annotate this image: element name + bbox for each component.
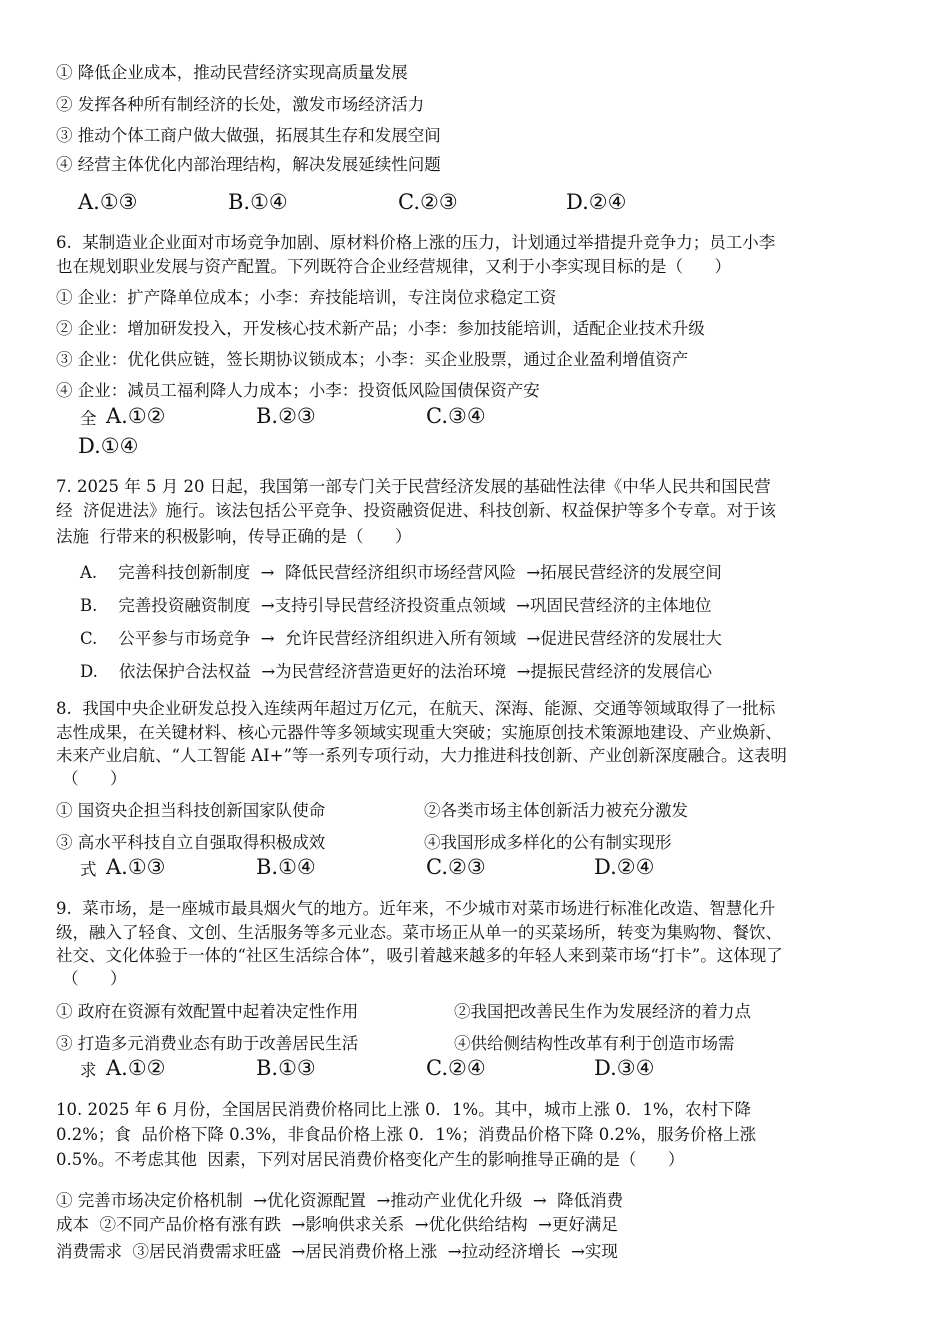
q10-stem-line-1: 10. 2025 年 6 月份，全国居民消费价格同比上涨 0．1%。其中，城市上涨 0．1%，农村下降 bbox=[56, 1100, 752, 1119]
q9-stem-line-4: （ ） bbox=[62, 969, 127, 988]
q9-stem-line-2: 级，融入了轻食、文创、生活服务等多元业态。菜市场正从单一的买菜场所，转变为集购物、餐饮、 bbox=[56, 923, 782, 942]
q8-stem-line-1: 8. 我国中央企业研发总投入连续两年超过万亿元，在航天、深海、能源、交通等领域取得了一批标 bbox=[56, 699, 776, 718]
q9-statement-2: ②我国把改善民生作为发展经济的着力点 bbox=[454, 1002, 751, 1021]
q7-stem-line-3: 法施 行带来的积极影响，传导正确的是（ ） bbox=[56, 527, 412, 546]
q10-statement-line-3: 消费需求 ③居民消费需求旺盛 →居民消费价格上涨 →拉动经济增长 →实现 bbox=[56, 1242, 618, 1261]
q5-option-b[interactable]: B.①④ bbox=[228, 190, 288, 214]
q8-option-a[interactable]: A.①③ bbox=[106, 855, 166, 879]
q8-option-b[interactable]: B.①④ bbox=[256, 855, 316, 879]
q8-statement-2: ②各类市场主体创新活力被充分激发 bbox=[424, 801, 688, 820]
q10-stem-line-2: 0.2%；食 品价格下降 0.3%，非食品价格上涨 0．1%；消费品价格下降 0.2%，服务价格上涨 bbox=[56, 1125, 757, 1144]
q8-statement-1: ① 国资央企担当科技创新国家队使命 bbox=[56, 801, 326, 820]
q9-statement-4-tail: 求 bbox=[80, 1061, 97, 1080]
q5-option-a[interactable]: A.①③ bbox=[78, 190, 138, 214]
q6-option-d[interactable]: D.①④ bbox=[78, 434, 139, 458]
q7-stem-line-2: 经 济促进法》施行。该法包括公平竞争、投资融资促进、科技创新、权益保护等多个专章。对于该 bbox=[56, 501, 776, 520]
q5-statement-4: ④ 经营主体优化内部治理结构，解决发展延续性问题 bbox=[56, 155, 441, 174]
q9-option-b[interactable]: B.①③ bbox=[256, 1056, 316, 1080]
q6-option-c[interactable]: C.③④ bbox=[426, 404, 486, 428]
q10-statement-line-2: 成本 ②不同产品价格有涨有跌 →影响供求关系 →优化供给结构 →更好满足 bbox=[56, 1215, 618, 1234]
q8-option-d[interactable]: D.②④ bbox=[594, 855, 655, 879]
q5-option-d[interactable]: D.②④ bbox=[566, 190, 627, 214]
q9-stem-line-3: 社交、文化体验于一体的“社区生活综合体”，吸引着越来越多的年轻人来到菜市场“打卡”。这体现了 bbox=[56, 946, 783, 965]
q8-statement-4: ④我国形成多样化的公有制实现形 bbox=[424, 833, 672, 852]
q9-option-c[interactable]: C.②④ bbox=[426, 1056, 486, 1080]
q10-stem-line-3: 0.5%。不考虑其他 因素，下列对居民消费价格变化产生的影响推导正确的是（ ） bbox=[56, 1150, 685, 1169]
q8-statement-4-tail: 式 bbox=[80, 860, 97, 879]
q6-statement-1: ① 企业：扩产降单位成本；小李：弃技能培训，专注岗位求稳定工资 bbox=[56, 288, 557, 307]
q9-stem-line-1: 9. 菜市场，是一座城市最具烟火气的地方。近年来，不少城市对菜市场进行标准化改造、智慧化升 bbox=[56, 899, 776, 918]
q6-statement-3: ③ 企业：优化供应链，签长期协议锁成本；小李：买企业股票，通过企业盈利增值资产 bbox=[56, 350, 689, 369]
q6-statement-4-tail: 全 bbox=[80, 409, 97, 428]
q8-stem-line-3: 未来产业启航、“人工智能 AI+”等一系列专项行动，大力推进科技创新、产业创新深度融合。这表明 bbox=[56, 746, 787, 765]
q9-statement-1: ① 政府在资源有效配置中起着决定性作用 bbox=[56, 1002, 359, 1021]
q5-statement-1: ① 降低企业成本，推动民营经济实现高质量发展 bbox=[56, 63, 408, 82]
q8-stem-line-2: 志性成果，在关键材料、核心元器件等多领域实现重大突破；实施原创技术策源地建设、产业焕新、 bbox=[56, 723, 782, 742]
q6-statement-2: ② 企业：增加研发投入，开发核心技术新产品；小李：参加技能培训，适配企业技术升级 bbox=[56, 319, 705, 338]
q6-stem-line-2: 也在规划职业发展与资产配置。下列既符合企业经营规律，又利于小李实现目标的是（ ） bbox=[56, 257, 731, 276]
q7-option-b[interactable]: B. 完善投资融资制度 →支持引导民营经济投资重点领域 →巩固民营经济的主体地位 bbox=[80, 596, 712, 615]
q7-option-a[interactable]: A. 完善科技创新制度 → 降低民营经济组织市场经营风险 →拓展民营经济的发展空间 bbox=[80, 563, 722, 582]
q8-stem-line-4: （ ） bbox=[62, 769, 127, 788]
q9-option-a[interactable]: A.①② bbox=[106, 1056, 166, 1080]
q6-option-a[interactable]: A.①② bbox=[106, 404, 166, 428]
q9-statement-4: ④供给侧结构性改革有利于创造市场需 bbox=[454, 1034, 735, 1053]
q7-stem-line-1: 7. 2025 年 5 月 20 日起，我国第一部专门关于民营经济发展的基础性法律《中华人民共和国民营 bbox=[56, 477, 771, 496]
q7-option-d[interactable]: D. 依法保护合法权益 →为民营经济营造更好的法治环境 →提振民营经济的发展信心 bbox=[80, 662, 712, 681]
q8-option-c[interactable]: C.②③ bbox=[426, 855, 486, 879]
q5-option-c[interactable]: C.②③ bbox=[398, 190, 458, 214]
q6-statement-4: ④ 企业：减员工福利降人力成本；小李：投资低风险国债保资产安 bbox=[56, 381, 540, 400]
q8-statement-3: ③ 高水平科技自立自强取得积极成效 bbox=[56, 833, 326, 852]
q9-option-d[interactable]: D.③④ bbox=[594, 1056, 655, 1080]
q7-option-c[interactable]: C. 公平参与市场竞争 → 允许民营经济组织进入所有领域 →促进民营经济的发展壮大 bbox=[80, 629, 722, 648]
q6-stem-line-1: 6. 某制造业企业面对市场竞争加剧、原材料价格上涨的压力，计划通过举措提升竞争力；员工小李 bbox=[56, 233, 776, 252]
q6-option-b[interactable]: B.②③ bbox=[256, 404, 316, 428]
q5-statement-3: ③ 推动个体工商户做大做强，拓展其生存和发展空间 bbox=[56, 126, 441, 145]
q9-statement-3: ③ 打造多元消费业态有助于改善居民生活 bbox=[56, 1034, 359, 1053]
q5-statement-2: ② 发挥各种所有制经济的长处，激发市场经济活力 bbox=[56, 95, 425, 114]
q10-statement-line-1: ① 完善市场决定价格机制 →优化资源配置 →推动产业优化升级 → 降低消费 bbox=[56, 1191, 624, 1210]
